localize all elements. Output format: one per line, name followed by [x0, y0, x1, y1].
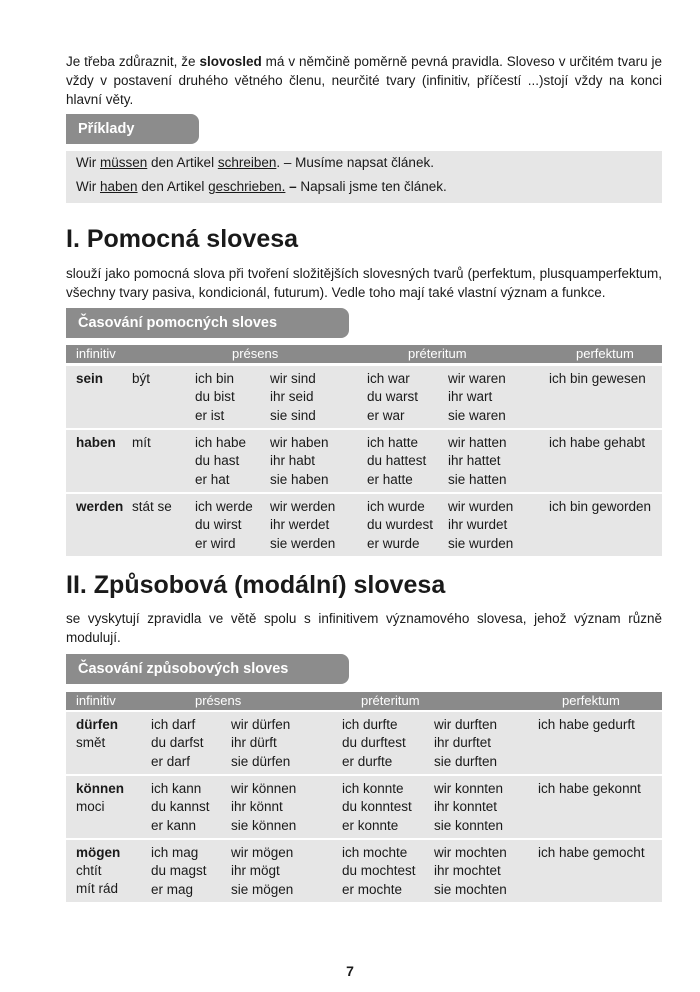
present-singular: ich darf du darfst er darf [151, 717, 204, 769]
preterite-singular: ich hatte du hattest er hatte [367, 435, 427, 487]
preterite-singular: ich wurde du wurdest er wurde [367, 499, 434, 551]
present-plural: wir dürfen ihr dürft sie dürfen [231, 717, 291, 769]
section1-text: slouží jako pomocná slova při tvoření složitějších slovesných tvarů (perfektum, plusquamperfektum, všechny tvary pasiva, kondicionál, futurum). Vedle toho mají také vlastní význam a funkce. [66, 266, 662, 300]
table-row [66, 840, 662, 902]
preterite-plural: wir waren ihr wart sie waren [448, 371, 506, 423]
intro-paragraph: Je třeba zdůraznit, že slovosled má v němčině poměrně pevná pravidla. Sloveso v určitém tvaru je vždy v postavení druhého větného členu, neurčité tvary (infinitiv, příčestí ...)stojí vždy na konci hlavní věty. [66, 54, 662, 107]
section2-table-header [66, 692, 662, 710]
verb-infinitive: mögen [76, 845, 121, 860]
present-singular: ich mag du magst er mag [151, 845, 207, 897]
verb-infinitive: können [76, 781, 125, 796]
present-plural: wir mögen ihr mögt sie mögen [231, 845, 294, 897]
present-plural: wir haben ihr habt sie haben [270, 435, 329, 487]
section2-heading: II. Způsobová (modální) slovesa [66, 571, 446, 599]
preterite-singular: ich mochte du mochtest er mochte [342, 845, 416, 897]
perfect-form: ich bin gewesen [549, 371, 646, 386]
verb-infinitive: sein [76, 371, 104, 386]
present-plural: wir sind ihr seid sie sind [270, 371, 316, 423]
present-plural: wir können ihr könnt sie können [231, 781, 297, 833]
example-line-2: Wir haben den Artikel geschrieben. – Napsali jsme ten článek. [76, 179, 447, 194]
table-row [66, 430, 662, 492]
preterite-plural: wir mochten ihr mochtet sie mochten [434, 845, 507, 897]
verb-infinitive: dürfen [76, 717, 118, 732]
header-presens: présens [195, 693, 242, 708]
examples-box [66, 151, 662, 203]
perfect-form: ich habe gehabt [549, 435, 646, 450]
table-row [66, 366, 662, 428]
perfect-form: ich habe gedurft [538, 717, 635, 732]
header-preteritum: préteritum [361, 693, 420, 708]
verb-infinitive: werden [76, 499, 124, 514]
preterite-plural: wir hatten ihr hattet sie hatten [448, 435, 507, 487]
preterite-singular: ich konnte du konntest er konnte [342, 781, 412, 833]
header-perfektum: perfektum [562, 693, 620, 708]
header-perfektum: perfektum [576, 346, 634, 361]
header-preteritum: préteritum [408, 346, 467, 361]
preterite-plural: wir durften ihr durftet sie durften [434, 717, 498, 769]
preterite-plural: wir konnten ihr konntet sie konnten [434, 781, 504, 833]
verb-meaning: moci [76, 799, 105, 814]
section1-table-header [66, 345, 662, 363]
section2-table-label: Časování způsobových sloves [66, 654, 349, 684]
perfect-form: ich habe gekonnt [538, 781, 641, 796]
verb-meaning: být [132, 371, 151, 386]
preterite-plural: wir wurden ihr wurdet sie wurden [448, 499, 514, 551]
header-infinitiv: infinitiv [76, 346, 116, 361]
present-plural: wir werden ihr werdet sie werden [270, 499, 336, 551]
perfect-form: ich bin geworden [549, 499, 652, 514]
table-row [66, 494, 662, 556]
verb-infinitive: haben [76, 435, 116, 450]
intro-bold-word: slovosled [199, 54, 262, 69]
header-presens: présens [232, 346, 279, 361]
section1-table-label: Časování pomocných sloves [66, 308, 349, 338]
preterite-singular: ich war du warst er war [367, 371, 419, 423]
table-row [66, 712, 662, 774]
example-line-1: Wir müssen den Artikel schreiben. – Musíme napsat článek. [76, 155, 434, 170]
preterite-singular: ich durfte du durftest er durfte [342, 717, 406, 769]
verb-meaning: stát se [132, 499, 172, 514]
examples-label: Příklady [66, 114, 199, 144]
page-number: 7 [346, 963, 354, 979]
present-singular: ich kann du kannst er kann [151, 781, 210, 833]
verb-meaning: mít [132, 435, 151, 450]
verb-meaning: smět [76, 735, 106, 750]
present-singular: ich bin du bist er ist [195, 371, 235, 423]
present-singular: ich habe du hast er hat [195, 435, 247, 487]
present-singular: ich werde du wirst er wird [195, 499, 253, 551]
section1-heading: I. Pomocná slovesa [66, 225, 299, 253]
verb-meaning: chtít mít rád [76, 863, 119, 897]
table-row [66, 776, 662, 838]
header-infinitiv: infinitiv [76, 693, 116, 708]
perfect-form: ich habe gemocht [538, 845, 645, 860]
section2-text: se vyskytují zpravidla ve větě spolu s infinitivem významového slovesa, jehož význam různě modulují. [66, 611, 662, 645]
